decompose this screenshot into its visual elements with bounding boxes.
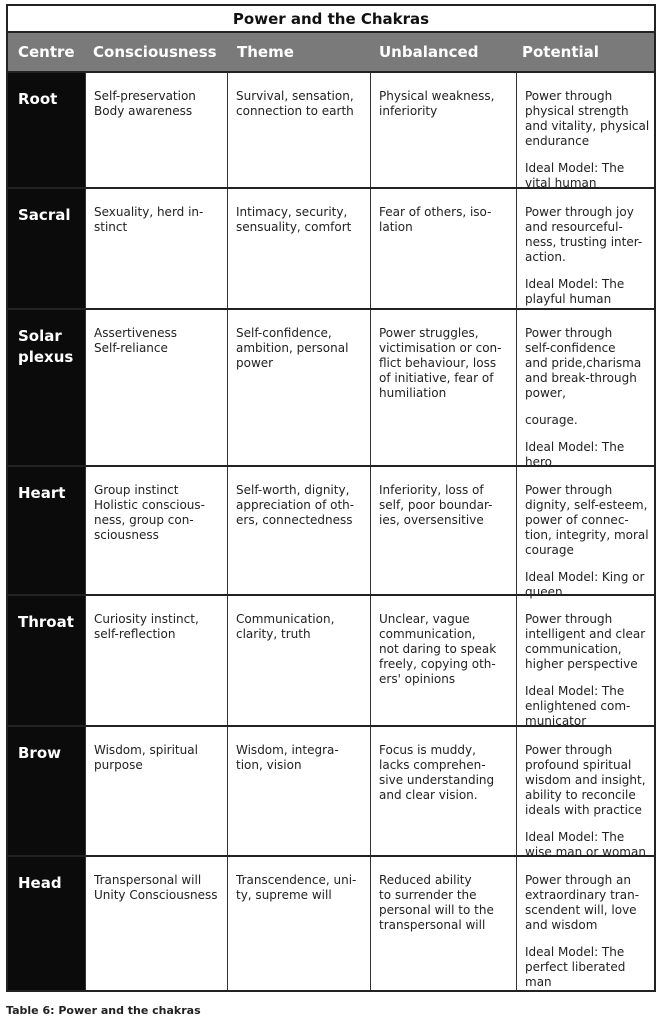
potential-text: Power through: [525, 483, 613, 497]
header-theme: Theme: [237, 43, 294, 61]
potential-text: extraordinary tran-: [525, 888, 640, 902]
consciousness-text: Wisdom, spiritual: [94, 743, 198, 757]
unbalanced-text: not daring to speak: [379, 642, 497, 656]
centre-name: Sacral: [18, 206, 71, 224]
potential-text: Ideal Model: The: [525, 684, 625, 698]
consciousness-text: Unity Consciousness: [94, 888, 218, 902]
unbalanced-text: ers' opinions: [379, 672, 456, 686]
unbalanced-cell: [370, 727, 516, 855]
centre-name: Root: [18, 90, 58, 108]
centre-cell: [8, 73, 85, 187]
header-centre: Centre: [18, 43, 75, 61]
potential-text: perfect liberated: [525, 960, 626, 974]
paragraph-gap: [525, 818, 648, 830]
potential-text: Power through: [525, 743, 613, 757]
consciousness-text: ness, group con-: [94, 513, 194, 527]
consciousness-text: purpose: [94, 758, 143, 772]
theme-text: ers, connectedness: [236, 513, 353, 527]
unbalanced-text: Unclear, vague: [379, 612, 470, 626]
potential-text: intelligent and clear: [525, 627, 646, 641]
potential-text: Power through joy: [525, 205, 634, 219]
centre-name: Throat: [18, 613, 74, 631]
potential-text: courage: [525, 543, 574, 557]
table-row: [8, 187, 654, 308]
theme-cell: [227, 189, 370, 308]
theme-text: appreciation of oth-: [236, 498, 355, 512]
theme-cell: [227, 727, 370, 855]
unbalanced-cell: [370, 189, 516, 308]
potential-text: ability to reconcile: [525, 788, 636, 802]
paragraph-gap: [525, 428, 648, 440]
centre-cell: [8, 727, 85, 855]
paragraph-gap: [525, 265, 648, 277]
potential-text: playful human: [525, 292, 612, 306]
centre-cell: [8, 189, 85, 308]
unbalanced-text: humiliation: [379, 386, 447, 400]
consciousness-cell: [85, 189, 227, 308]
table-row: [8, 465, 654, 599]
potential-text: ideals with practice: [525, 803, 642, 817]
centre-cell: [8, 467, 85, 594]
potential-text: vital human: [525, 176, 597, 190]
unbalanced-text: lation: [379, 220, 413, 234]
unbalanced-text: sive understanding: [379, 773, 495, 787]
theme-text: sensuality, comfort: [236, 220, 352, 234]
unbalanced-cell: [370, 310, 516, 465]
potential-text: communication,: [525, 642, 622, 656]
header-potential: Potential: [522, 43, 599, 61]
table-row: [8, 855, 654, 990]
unbalanced-text: Physical weakness,: [379, 89, 495, 103]
theme-text: connection to earth: [236, 104, 354, 118]
unbalanced-text: inferiority: [379, 104, 438, 118]
theme-text: power: [236, 356, 274, 370]
table-caption: Table 6: Power and the chakras: [6, 1004, 201, 1017]
unbalanced-text: personal will to the: [379, 903, 494, 917]
unbalanced-text: self, poor boundar-: [379, 498, 493, 512]
unbalanced-text: lacks comprehen-: [379, 758, 486, 772]
unbalanced-text: of initiative, fear of: [379, 371, 494, 385]
theme-text: Survival, sensation,: [236, 89, 354, 103]
potential-text: Power through: [525, 612, 613, 626]
header-unbalanced: Unbalanced: [379, 43, 479, 61]
consciousness-text: Self-reliance: [94, 341, 168, 355]
consciousness-text: sciousness: [94, 528, 159, 542]
potential-text: power of connec-: [525, 513, 629, 527]
potential-text: wise man or woman: [525, 845, 646, 859]
potential-text: higher perspective: [525, 657, 638, 671]
potential-cell: [516, 596, 654, 728]
potential-text: action.: [525, 250, 566, 264]
consciousness-text: Group instinct: [94, 483, 179, 497]
unbalanced-text: victimisation or con-: [379, 341, 502, 355]
paragraph-gap: [525, 149, 648, 161]
table-row: [8, 594, 654, 728]
centre-name: Heart: [18, 484, 66, 502]
unbalanced-text: Reduced ability: [379, 873, 472, 887]
consciousness-cell: [85, 596, 227, 725]
potential-text: wisdom and insight,: [525, 773, 646, 787]
potential-text: Ideal Model: The: [525, 277, 625, 291]
unbalanced-text: Fear of others, iso-: [379, 205, 492, 219]
theme-text: Wisdom, integra-: [236, 743, 339, 757]
potential-text: queen: [525, 585, 563, 599]
consciousness-cell: [85, 727, 227, 855]
potential-text: enlightened com-: [525, 699, 631, 713]
table-title: Power and the Chakras: [8, 6, 654, 33]
theme-text: tion, vision: [236, 758, 302, 772]
unbalanced-cell: [370, 596, 516, 725]
unbalanced-text: freely, copying oth-: [379, 657, 496, 671]
table-row: [8, 308, 654, 469]
potential-cell: [516, 189, 654, 308]
potential-cell: [516, 310, 654, 469]
unbalanced-text: Power struggles,: [379, 326, 479, 340]
theme-cell: [227, 310, 370, 465]
theme-cell: [227, 596, 370, 725]
consciousness-text: Sexuality, herd in-: [94, 205, 204, 219]
theme-text: Intimacy, security,: [236, 205, 348, 219]
consciousness-cell: [85, 310, 227, 465]
theme-text: ambition, personal: [236, 341, 349, 355]
consciousness-cell: [85, 857, 227, 990]
unbalanced-text: flict behaviour, loss: [379, 356, 497, 370]
paragraph-gap: [525, 933, 648, 945]
unbalanced-text: Inferiority, loss of: [379, 483, 484, 497]
theme-text: clarity, truth: [236, 627, 311, 641]
consciousness-text: stinct: [94, 220, 128, 234]
centre-cell: [8, 310, 85, 465]
unbalanced-cell: [370, 467, 516, 594]
potential-text: profound spiritual: [525, 758, 632, 772]
paragraph-gap: [525, 401, 648, 413]
potential-text: Power through: [525, 89, 613, 103]
potential-text: Ideal Model: King or: [525, 570, 645, 584]
potential-text: Ideal Model: The: [525, 440, 625, 454]
theme-cell: [227, 73, 370, 187]
potential-text: man: [525, 975, 552, 989]
potential-text: and break-through: [525, 371, 637, 385]
theme-text: ty, supreme will: [236, 888, 332, 902]
potential-text: Ideal Model: The: [525, 161, 625, 175]
potential-text: and vitality, physical: [525, 119, 650, 133]
potential-text: ness, trusting inter-: [525, 235, 643, 249]
centre-cell: [8, 596, 85, 725]
chakra-table: [6, 4, 656, 992]
potential-text: tion, integrity, moral: [525, 528, 649, 542]
potential-cell: [516, 73, 654, 190]
centre-name: Solar: [18, 327, 62, 345]
table-header: [8, 33, 654, 71]
consciousness-text: Self-preservation: [94, 89, 196, 103]
theme-text: Transcendence, uni-: [236, 873, 357, 887]
consciousness-text: Holistic conscious-: [94, 498, 205, 512]
consciousness-text: Transpersonal will: [94, 873, 202, 887]
consciousness-text: Curiosity instinct,: [94, 612, 199, 626]
paragraph-gap: [525, 558, 648, 570]
potential-text: and resourceful-: [525, 220, 623, 234]
potential-text: and wisdom: [525, 918, 598, 932]
potential-text: Ideal Model: The: [525, 945, 625, 959]
potential-text: Power through an: [525, 873, 632, 887]
potential-text: and pride,charisma: [525, 356, 642, 370]
potential-text: self-confidence: [525, 341, 616, 355]
unbalanced-cell: [370, 73, 516, 187]
potential-text: Power through: [525, 326, 613, 340]
unbalanced-cell: [370, 857, 516, 990]
header-consciousness: Consciousness: [93, 43, 217, 61]
centre-name: plexus: [18, 348, 74, 366]
potential-cell: [516, 857, 654, 990]
consciousness-text: Assertiveness: [94, 326, 178, 340]
unbalanced-text: communication,: [379, 627, 476, 641]
theme-text: Self-confidence,: [236, 326, 332, 340]
potential-text: courage.: [525, 413, 578, 427]
table-row: [8, 71, 654, 190]
potential-text: Ideal Model: The: [525, 830, 625, 844]
unbalanced-text: Focus is muddy,: [379, 743, 476, 757]
theme-cell: [227, 857, 370, 990]
potential-cell: [516, 467, 654, 599]
potential-text: power,: [525, 386, 566, 400]
potential-cell: [516, 727, 654, 859]
unbalanced-text: ies, oversensitive: [379, 513, 484, 527]
consciousness-text: self-reflection: [94, 627, 176, 641]
unbalanced-text: and clear vision.: [379, 788, 478, 802]
theme-text: Communication,: [236, 612, 335, 626]
potential-text: dignity, self-esteem,: [525, 498, 648, 512]
centre-name: Head: [18, 874, 62, 892]
consciousness-text: Body awareness: [94, 104, 193, 118]
potential-text: physical strength: [525, 104, 629, 118]
centre-name: Brow: [18, 744, 61, 762]
potential-text: endurance: [525, 134, 590, 148]
unbalanced-text: to surrender the: [379, 888, 477, 902]
consciousness-cell: [85, 467, 227, 594]
potential-text: municator: [525, 714, 587, 728]
unbalanced-text: transpersonal will: [379, 918, 486, 932]
consciousness-cell: [85, 73, 227, 187]
potential-text: hero: [525, 455, 552, 469]
theme-cell: [227, 467, 370, 594]
potential-text: scendent will, love: [525, 903, 637, 917]
theme-text: Self-worth, dignity,: [236, 483, 350, 497]
table-row: [8, 725, 654, 859]
centre-cell: [8, 857, 85, 990]
paragraph-gap: [525, 672, 648, 684]
